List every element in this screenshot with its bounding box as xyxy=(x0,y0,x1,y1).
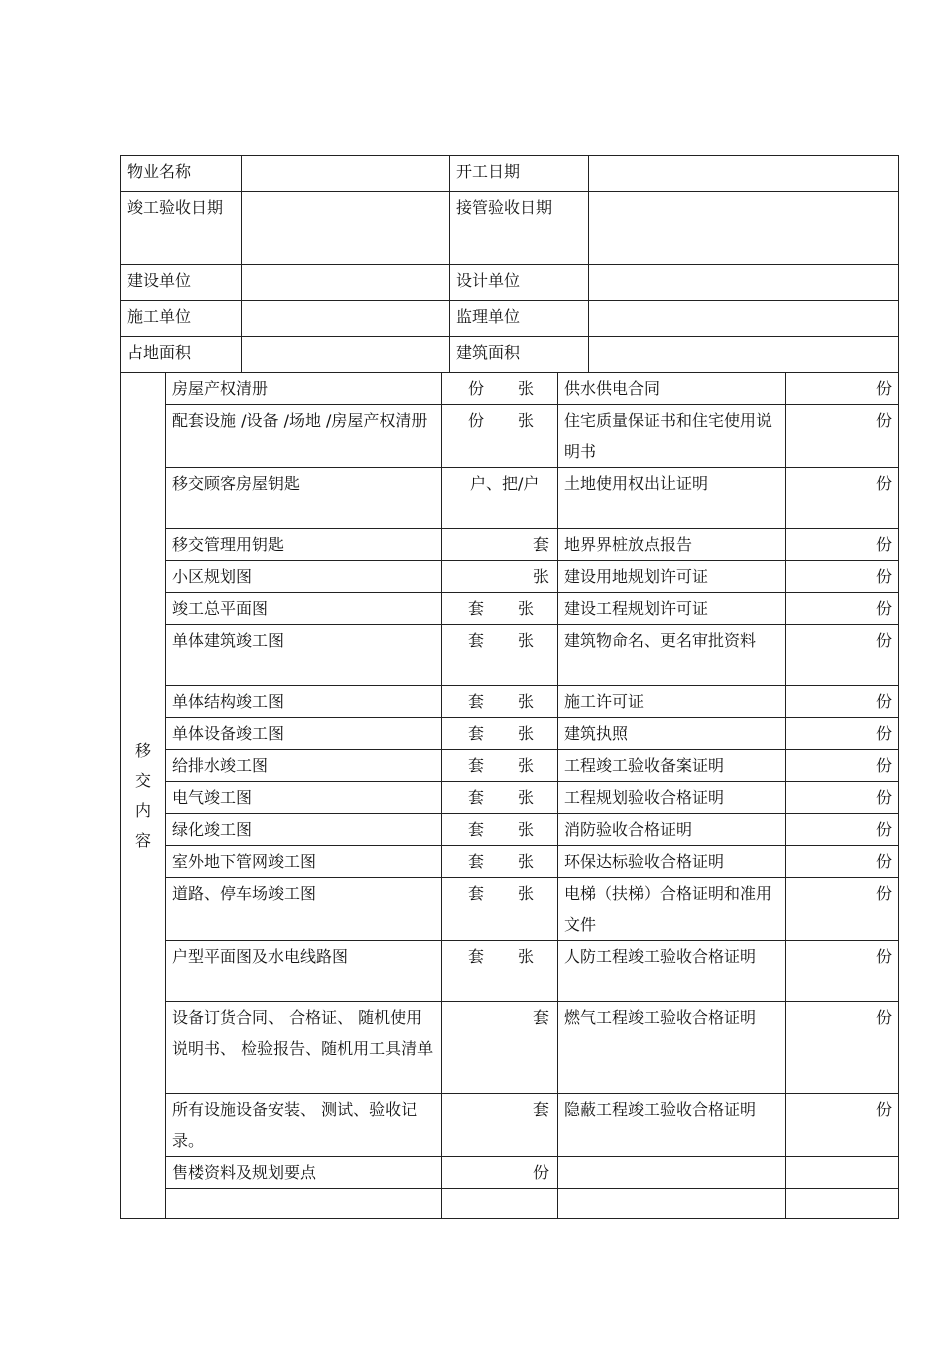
table-row xyxy=(121,1157,899,1189)
unit-text: 张 xyxy=(517,884,534,903)
document-item-left: 售楼资料及规划要点 xyxy=(166,1157,442,1189)
table-row xyxy=(121,1189,899,1219)
building-area-field[interactable] xyxy=(589,337,899,373)
document-item-right: 地界界桩放点报告 xyxy=(558,529,786,561)
quantity-cell-left[interactable] xyxy=(442,561,558,593)
unit-text: 张 xyxy=(517,852,534,871)
table-row xyxy=(121,1002,899,1094)
unit-text: 份 xyxy=(467,411,484,430)
document-item-right: 消防验收合格证明 xyxy=(558,814,786,846)
quantity-cell-left[interactable] xyxy=(442,686,558,718)
document-item-left: 移交顾客房屋钥匙 xyxy=(166,468,442,529)
land-area-label: 占地面积 xyxy=(121,337,242,373)
quantity-cell-right[interactable]: 份 xyxy=(786,1002,899,1094)
table-row xyxy=(121,941,899,1002)
table-row xyxy=(121,593,899,625)
unit-text: 张 xyxy=(517,820,534,839)
quantity-cell-left[interactable] xyxy=(442,878,558,941)
table-row xyxy=(121,156,899,192)
document-item-right: 土地使用权出让证明 xyxy=(558,468,786,529)
document-item-left: 给排水竣工图 xyxy=(166,750,442,782)
quantity-cell-left[interactable] xyxy=(442,1157,558,1189)
quantity-cell-right[interactable]: 份 xyxy=(786,468,899,529)
quantity-cell-right[interactable]: 份 xyxy=(786,814,899,846)
quantity-cell-left[interactable] xyxy=(442,782,558,814)
takeover-date-label: 接管验收日期 xyxy=(450,192,589,265)
table-row xyxy=(121,529,899,561)
table-row xyxy=(121,265,899,301)
table-row xyxy=(121,878,899,941)
document-item-right: 施工许可证 xyxy=(558,686,786,718)
document-item-left: 小区规划图 xyxy=(166,561,442,593)
quantity-cell-left[interactable] xyxy=(442,718,558,750)
quantity-cell-right[interactable]: 份 xyxy=(786,529,899,561)
quantity-cell-right[interactable]: 份 xyxy=(786,782,899,814)
unit-text: 套 xyxy=(467,788,484,807)
quantity-cell-right[interactable]: 份 xyxy=(786,718,899,750)
table-row xyxy=(121,337,899,373)
supervisor-field[interactable] xyxy=(589,301,899,337)
quantity-cell-right[interactable] xyxy=(786,1189,899,1219)
document-item-left: 单体建筑竣工图 xyxy=(166,625,442,686)
document-item-right xyxy=(558,1157,786,1189)
property-name-field[interactable] xyxy=(242,156,450,192)
unit-text: 套 xyxy=(467,599,484,618)
property-name-label: 物业名称 xyxy=(121,156,242,192)
document-item-right: 建筑物命名、更名审批资料 xyxy=(558,625,786,686)
document-item-right: 建设工程规划许可证 xyxy=(558,593,786,625)
builder-field[interactable] xyxy=(242,265,450,301)
building-area-label: 建筑面积 xyxy=(450,337,589,373)
side-label-char: 交 xyxy=(134,770,151,790)
completion-date-field[interactable] xyxy=(242,192,450,265)
unit-text: 套 xyxy=(532,1008,549,1027)
document-item-right: 工程规划验收合格证明 xyxy=(558,782,786,814)
unit-text: 份 xyxy=(532,1163,549,1182)
unit-text: 张 xyxy=(517,692,534,711)
contractor-field[interactable] xyxy=(242,301,450,337)
quantity-cell-left[interactable] xyxy=(442,405,558,468)
table-row xyxy=(121,782,899,814)
table-row xyxy=(121,301,899,337)
quantity-cell-left[interactable] xyxy=(442,846,558,878)
unit-text: 套 xyxy=(467,631,484,650)
table-row xyxy=(121,686,899,718)
document-item-right: 工程竣工验收备案证明 xyxy=(558,750,786,782)
document-item-right: 人防工程竣工验收合格证明 xyxy=(558,941,786,1002)
document-item-left: 竣工总平面图 xyxy=(166,593,442,625)
quantity-cell-left[interactable] xyxy=(442,593,558,625)
document-item-right: 供水供电合同 xyxy=(558,373,786,405)
unit-text: 套 xyxy=(467,692,484,711)
unit-text: 张 xyxy=(517,631,534,650)
quantity-cell-left[interactable] xyxy=(442,625,558,686)
unit-text: 张 xyxy=(517,724,534,743)
unit-text: 张 xyxy=(517,756,534,775)
unit-text: 张 xyxy=(517,411,534,430)
document-item-right: 住宅质量保证书和住宅使用说明书 xyxy=(558,405,786,468)
document-item-right: 燃气工程竣工验收合格证明 xyxy=(558,1002,786,1094)
document-item-right: 建设用地规划许可证 xyxy=(558,561,786,593)
unit-text: 张 xyxy=(517,379,534,398)
side-label-char: 内 xyxy=(134,800,151,820)
unit-text: 套 xyxy=(467,756,484,775)
document-item-right: 电梯（扶梯）合格证明和准用文件 xyxy=(558,878,786,941)
document-item-left: 道路、停车场竣工图 xyxy=(166,878,442,941)
start-date-label: 开工日期 xyxy=(450,156,589,192)
quantity-cell-right[interactable]: 份 xyxy=(786,846,899,878)
unit-text: 套 xyxy=(532,1100,549,1119)
designer-field[interactable] xyxy=(589,265,899,301)
transfer-contents-table xyxy=(120,372,899,1219)
unit-text: 套 xyxy=(467,947,484,966)
document-item-left: 室外地下管网竣工图 xyxy=(166,846,442,878)
quantity-cell-right[interactable]: 份 xyxy=(786,1094,899,1157)
table-row xyxy=(121,373,899,405)
quantity-cell-right[interactable]: 份 xyxy=(786,373,899,405)
unit-text: 套 xyxy=(467,820,484,839)
unit-text: 张 xyxy=(517,947,534,966)
document-item-left: 单体设备竣工图 xyxy=(166,718,442,750)
unit-text: 套 xyxy=(532,535,549,554)
document-item-right: 隐蔽工程竣工验收合格证明 xyxy=(558,1094,786,1157)
table-row xyxy=(121,718,899,750)
quantity-cell-left[interactable] xyxy=(442,373,558,405)
document-item-left: 户型平面图及水电线路图 xyxy=(166,941,442,1002)
property-info-table xyxy=(120,155,899,373)
quantity-cell-right[interactable]: 份 xyxy=(786,561,899,593)
quantity-cell-right[interactable] xyxy=(786,1157,899,1189)
table-row xyxy=(121,561,899,593)
document-item-left: 电气竣工图 xyxy=(166,782,442,814)
table-row xyxy=(121,1094,899,1157)
document-item-left: 房屋产权清册 xyxy=(166,373,442,405)
table-row xyxy=(121,625,899,686)
quantity-cell-right[interactable]: 份 xyxy=(786,405,899,468)
transfer-body xyxy=(121,373,899,1219)
quantity-cell-right[interactable]: 份 xyxy=(786,625,899,686)
quantity-cell-left[interactable] xyxy=(442,468,558,529)
document-item-left: 设备订货合同、 合格证、 随机使用说明书、 检验报告、随机用工具清单 xyxy=(166,1002,442,1094)
unit-text: 张 xyxy=(532,567,549,586)
quantity-cell-left[interactable] xyxy=(442,1189,558,1219)
table-row xyxy=(121,192,899,265)
transfer-contents-label xyxy=(121,373,166,1219)
unit-text: 张 xyxy=(517,599,534,618)
table-row xyxy=(121,846,899,878)
unit-text: 套 xyxy=(467,884,484,903)
table-row xyxy=(121,405,899,468)
document-item-right xyxy=(558,1189,786,1219)
designer-label: 设计单位 xyxy=(450,265,589,301)
quantity-cell-right[interactable]: 份 xyxy=(786,593,899,625)
document-item-left: 所有设施设备安装、 测试、验收记录。 xyxy=(166,1094,442,1157)
table-row xyxy=(121,468,899,529)
side-label-char: 移 xyxy=(134,740,151,760)
quantity-cell-right[interactable]: 份 xyxy=(786,686,899,718)
quantity-cell-left[interactable] xyxy=(442,750,558,782)
unit-text: 户、把/户 xyxy=(470,474,540,493)
builder-label: 建设单位 xyxy=(121,265,242,301)
start-date-field[interactable] xyxy=(589,156,899,192)
takeover-date-field[interactable] xyxy=(589,192,899,265)
quantity-cell-right[interactable]: 份 xyxy=(786,878,899,941)
document-item-right: 建筑执照 xyxy=(558,718,786,750)
quantity-cell-right[interactable]: 份 xyxy=(786,750,899,782)
contractor-label: 施工单位 xyxy=(121,301,242,337)
land-area-field[interactable] xyxy=(242,337,450,373)
quantity-cell-left[interactable] xyxy=(442,814,558,846)
supervisor-label: 监理单位 xyxy=(450,301,589,337)
unit-text: 套 xyxy=(467,852,484,871)
handover-form xyxy=(120,155,898,1219)
quantity-cell-left[interactable] xyxy=(442,941,558,1002)
document-item-left xyxy=(166,1189,442,1219)
completion-date-label: 竣工验收日期 xyxy=(121,192,242,265)
unit-text: 套 xyxy=(467,724,484,743)
document-item-right: 环保达标验收合格证明 xyxy=(558,846,786,878)
quantity-cell-left[interactable] xyxy=(442,1002,558,1094)
document-item-left: 移交管理用钥匙 xyxy=(166,529,442,561)
document-item-left: 绿化竣工图 xyxy=(166,814,442,846)
side-label-char: 容 xyxy=(134,830,151,850)
document-item-left: 配套设施 /设备 /场地 /房屋产权清册 xyxy=(166,405,442,468)
quantity-cell-right[interactable]: 份 xyxy=(786,941,899,1002)
unit-text: 张 xyxy=(517,788,534,807)
table-row xyxy=(121,750,899,782)
table-row xyxy=(121,814,899,846)
quantity-cell-left[interactable] xyxy=(442,1094,558,1157)
unit-text: 份 xyxy=(467,379,484,398)
quantity-cell-left[interactable] xyxy=(442,529,558,561)
document-item-left: 单体结构竣工图 xyxy=(166,686,442,718)
